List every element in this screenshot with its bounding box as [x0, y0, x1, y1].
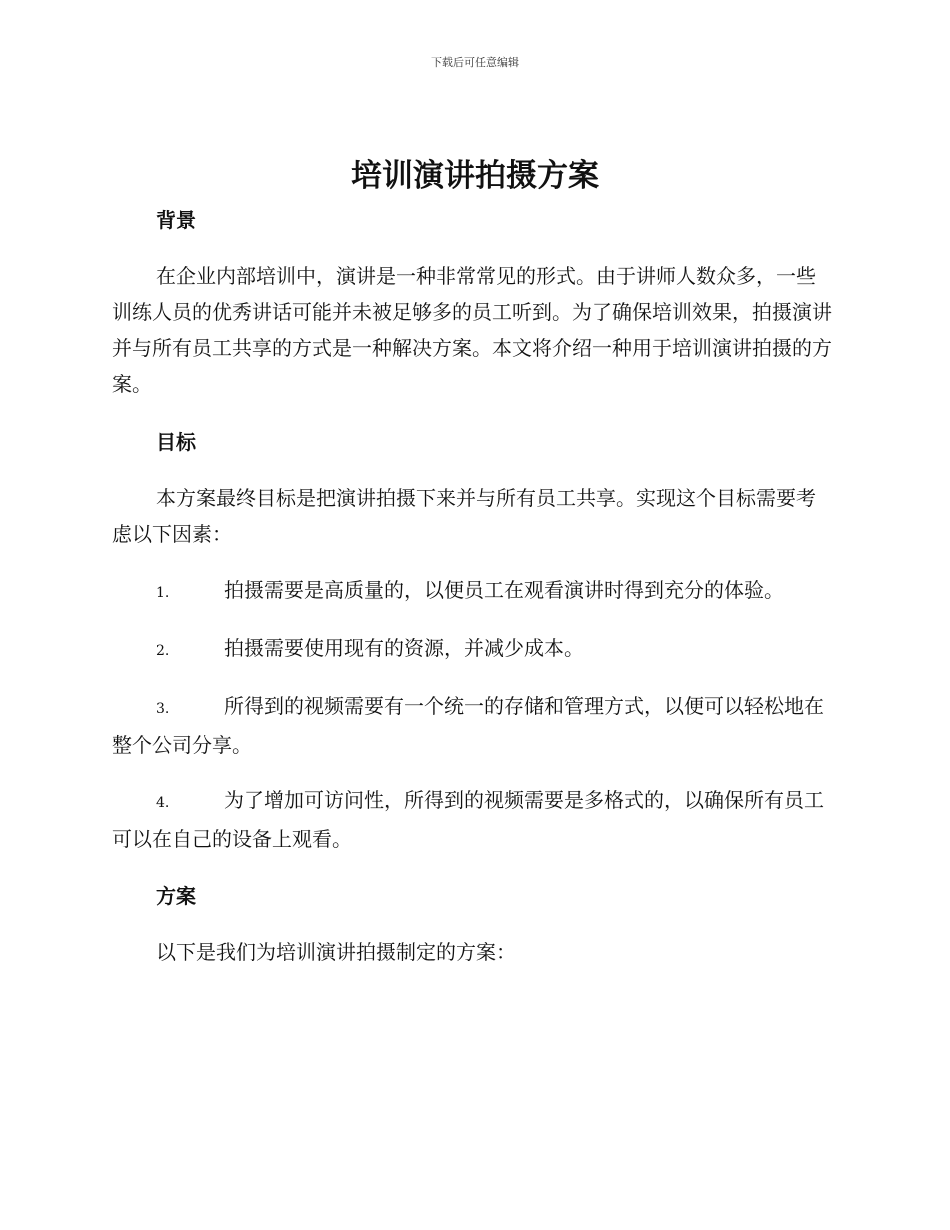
list-item-number: 3. [156, 701, 170, 717]
list-item-text: 拍摄需要使用现有的资源，并减少成本。 [224, 636, 584, 660]
goal-paragraph: 本方案最终目标是把演讲拍摄下来并与所有员工共享。实现这个目标需要考虑以下因素： [112, 486, 816, 546]
list-item-text: 拍摄需要是高质量的，以便员工在观看演讲时得到充分的体验。 [224, 578, 784, 602]
page-header-note: 下载后可任意编辑 [431, 56, 519, 69]
document-body [112, 200, 834, 970]
document-title: 培训演讲拍摄方案 [351, 158, 599, 194]
list-item [112, 630, 834, 669]
list-item-number: 2. [156, 643, 170, 659]
background-paragraph: 在企业内部培训中，演讲是一种非常常见的形式。由于讲师人数众多，一些训练人员的优秀讲话可能并未被足够多的员工听到。为了确保培训效果，拍摄演讲并与所有员工共享的方式是一种解决方案。本文将介绍一种用于培训演讲拍摄的方案。 [112, 264, 832, 396]
list-item [112, 572, 834, 611]
list-item [112, 782, 834, 857]
goal-factor-list [112, 572, 834, 857]
list-item-number: 1. [156, 585, 170, 601]
list-item-text: 为了增加可访问性，所得到的视频需要是多格式的，以确保所有员工可以在自己的设备上观看。 [112, 788, 824, 851]
plan-paragraph: 以下是我们为培训演讲拍摄制定的方案： [156, 940, 516, 964]
section-heading-plan: 方案 [156, 884, 196, 908]
section-heading-background: 背景 [156, 208, 196, 232]
list-item-number: 4. [156, 795, 170, 811]
section-heading-goal: 目标 [156, 430, 196, 454]
list-item [112, 688, 834, 763]
list-item-text: 所得到的视频需要有一个统一的存储和管理方式，以便可以轻松地在整个公司分享。 [112, 694, 824, 757]
